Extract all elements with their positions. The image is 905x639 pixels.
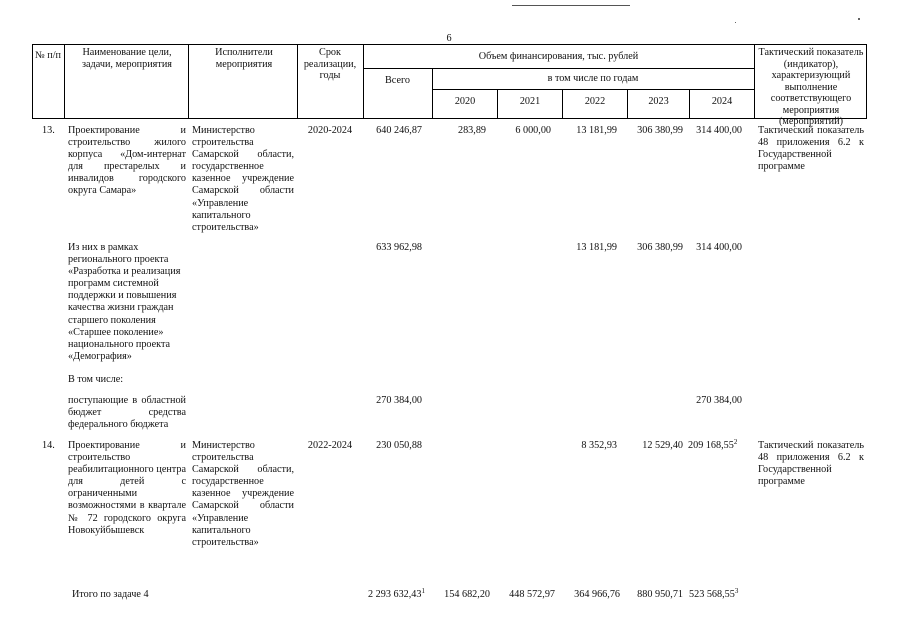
header-executors: Исполнители мероприятия bbox=[215, 47, 273, 70]
header-total: Всего bbox=[385, 75, 410, 86]
footnote-mark: 3 bbox=[734, 587, 739, 595]
measure-name: поступающие в областной бюджет средства федерального бюджета bbox=[68, 395, 186, 431]
fin-subheader-line bbox=[363, 68, 754, 69]
value-2024: 314 400,00 bbox=[696, 242, 742, 253]
header-bottom-border bbox=[32, 118, 867, 119]
total-value-number: 2 293 632,43 bbox=[368, 589, 422, 600]
total-label: Итого по задаче 4 bbox=[72, 589, 149, 600]
grid-vline bbox=[866, 44, 867, 119]
row-number: 13. bbox=[42, 125, 55, 136]
value-2024-number: 523 568,55 bbox=[689, 589, 735, 600]
table-top-border bbox=[32, 44, 867, 45]
header-year-2021: 2021 bbox=[519, 96, 541, 107]
total-value: 230 050,88 bbox=[376, 440, 422, 451]
term: 2020-2024 bbox=[307, 125, 353, 136]
header-year-2023: 2023 bbox=[648, 96, 669, 107]
grid-vline bbox=[64, 44, 65, 119]
header-year-2022: 2022 bbox=[584, 96, 606, 107]
total-value: 633 962,98 bbox=[376, 242, 422, 253]
measure-name: Проектирование и строительство жилого корпуса «Дом-интернат для престарелых и инвалидов городского округа Самара» bbox=[68, 125, 186, 197]
including-label: В том числе: bbox=[68, 374, 124, 385]
value-2022: 13 181,99 bbox=[576, 125, 617, 136]
grid-vline bbox=[188, 44, 189, 119]
tactical-indicator: Тактический показатель 48 приложения 6.2 к Государственной программе bbox=[758, 440, 864, 488]
value-2022: 364 966,76 bbox=[574, 589, 620, 600]
header-year-2024: 2024 bbox=[711, 96, 733, 107]
scan-speck bbox=[858, 18, 860, 20]
grid-vline bbox=[754, 44, 755, 119]
grid-vline bbox=[297, 44, 298, 119]
value-2023: 306 380,99 bbox=[637, 242, 683, 253]
year-header-line bbox=[432, 89, 754, 90]
total-value bbox=[368, 589, 432, 601]
top-scan-line bbox=[512, 5, 630, 6]
page-number: 6 bbox=[446, 33, 452, 44]
value-2022: 8 352,93 bbox=[581, 440, 617, 451]
footnote-mark: 1 bbox=[421, 587, 425, 595]
header-financing: Объем финансирования, тыс. рублей bbox=[478, 51, 639, 62]
tactical-indicator: Тактический показатель 48 приложения 6.2 к Государственной программе bbox=[758, 125, 864, 173]
value-2023: 306 380,99 bbox=[637, 125, 683, 136]
value-2023: 12 529,40 bbox=[642, 440, 683, 451]
header-tactical-indicator: Тактический показатель (индикатор), характеризующий выполнение соответствующего мероприятия (мероприятий) bbox=[758, 47, 864, 127]
value-2024 bbox=[689, 589, 751, 601]
footnote-mark: 2 bbox=[733, 438, 738, 446]
value-2024-number: 209 168,55 bbox=[688, 440, 734, 451]
executors: Министерство строительства Самарской области, государственное казенное учреждение Самарской области «Управление капитального строительства» bbox=[192, 440, 294, 548]
executors: Министерство строительства Самарской области, государственное казенное учреждение Самарской области «Управление капитального строительства» bbox=[192, 125, 294, 233]
header-year-2020: 2020 bbox=[454, 96, 476, 107]
value-2021: 448 572,97 bbox=[509, 589, 555, 600]
measure-name: Проектирование и строительство реабилитационного центра для детей с ограниченными возможностями в квартале № 72 городского округа Новокуйбышевск bbox=[68, 440, 186, 536]
measure-name: Из них в рамках регионального проекта «Разработка и реализация программ системной поддержки и повышения качества жизни граждан старшего поколения «Старшее поколение» национального проекта «Демография» bbox=[68, 242, 181, 362]
value-2024: 314 400,00 bbox=[696, 125, 742, 136]
header-no: № п/п bbox=[34, 50, 61, 61]
term: 2022-2024 bbox=[307, 440, 353, 451]
total-value: 640 246,87 bbox=[376, 125, 422, 136]
header-term: Срок реализации, годы bbox=[303, 47, 357, 81]
grid-vline bbox=[432, 68, 433, 119]
value-2022: 13 181,99 bbox=[576, 242, 617, 253]
value-2024 bbox=[688, 440, 748, 452]
total-value: 270 384,00 bbox=[376, 395, 422, 406]
row-number: 14. bbox=[42, 440, 55, 451]
header-by-year: в том числе по годам bbox=[547, 73, 639, 84]
value-2020: 154 682,20 bbox=[444, 589, 490, 600]
value-2024: 270 384,00 bbox=[696, 395, 742, 406]
scan-speck bbox=[735, 22, 736, 23]
grid-vline bbox=[32, 44, 33, 119]
header-name: Наименование цели, задачи, мероприятия bbox=[82, 47, 172, 70]
value-2021: 6 000,00 bbox=[515, 125, 551, 136]
value-2020: 283,89 bbox=[457, 125, 486, 136]
value-2023: 880 950,71 bbox=[637, 589, 683, 600]
